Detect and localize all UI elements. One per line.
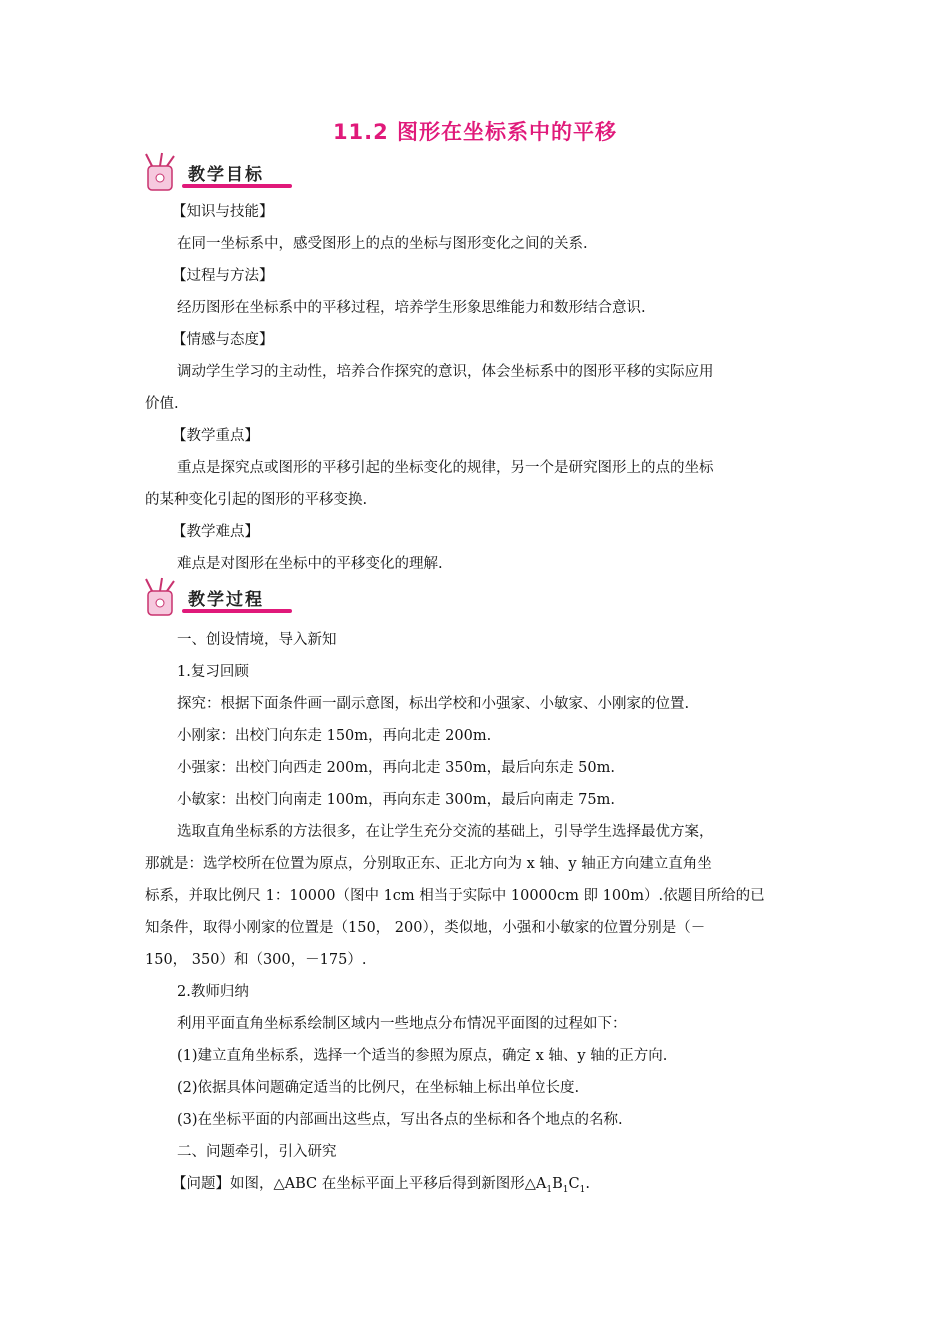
paragraph: 小强家：出校门向西走 200m，再向北走 350m，最后向东走 50m. (177, 760, 615, 776)
paragraph: 知条件，取得小刚家的位置是（150， 200），类似地，小强和小敏家的位置分别是（－ (145, 920, 706, 936)
paragraph: 的某种变化引起的图形的平移变换. (145, 492, 368, 508)
pencil-cup-icon (142, 152, 186, 194)
section-title-objectives: 教学目标 (188, 165, 264, 185)
subheading: 1.复习回顾 (177, 664, 249, 680)
paragraph: 难点是对图形在坐标中的平移变化的理解. (177, 556, 443, 572)
heading-process: 【过程与方法】 (172, 268, 274, 284)
list-item: (3)在坐标平面的内部画出这些点，写出各点的坐标和各个地点的名称. (177, 1112, 623, 1128)
section-heading: 一、创设情境，导入新知 (177, 632, 337, 648)
paragraph: 那就是：选学校所在位置为原点，分别取正东、正北方向为 x 轴、y 轴正方向建立直角坐 (145, 856, 712, 872)
paragraph: 小敏家：出校门向南走 100m，再向东走 300m，最后向南走 75m. (177, 792, 615, 808)
paragraph: 调动学生学习的主动性，培养合作探究的意识，体会坐标系中的图形平移的实际应用 (177, 364, 714, 380)
list-item: (1)建立直角坐标系，选择一个适当的参照为原点，确定 x 轴、y 轴的正方向. (177, 1048, 668, 1064)
paragraph: 价值. (145, 396, 179, 412)
subheading: 2.教师归纳 (177, 984, 249, 1000)
list-item: (2)依据具体问题确定适当的比例尺，在坐标轴上标出单位长度. (177, 1080, 580, 1096)
paragraph: 150， 350）和（300，－175）. (145, 952, 367, 968)
section-badge-objectives (142, 152, 292, 194)
pencil-cup-icon (142, 577, 186, 619)
paragraph: 标系，并取比例尺 1：10000（图中 1cm 相当于实际中 10000cm 即 100m）.依题目所给的已 (145, 888, 765, 904)
heading-attitude: 【情感与态度】 (172, 332, 274, 348)
paragraph: 小刚家：出校门向东走 150m，再向北走 200m. (177, 728, 492, 744)
question-line: 【问题】如图，△ABC 在坐标平面上平移后得到新图形$\triangle A_1B_1C_1$. (172, 1176, 590, 1195)
paragraph: 利用平面直角坐标系绘制区域内一些地点分布情况平面图的过程如下： (177, 1016, 627, 1032)
paragraph: 在同一坐标系中，感受图形上的点的坐标与图形变化之间的关系. (177, 236, 588, 252)
section-title-process: 教学过程 (188, 590, 264, 610)
paragraph: 重点是探究点或图形的平移引起的坐标变化的规律，另一个是研究图形上的点的坐标 (177, 460, 714, 476)
page-title: 11.2 图形在坐标系中的平移 (332, 120, 618, 144)
paragraph: 经历图形在坐标系中的平移过程，培养学生形象思维能力和数形结合意识. (177, 300, 646, 316)
section-heading: 二、问题牵引，引入研究 (177, 1144, 337, 1160)
heading-difficulty: 【教学难点】 (172, 524, 259, 540)
paragraph: 探究：根据下面条件画一副示意图，标出学校和小强家、小敏家、小刚家的位置. (177, 696, 690, 712)
heading-focus: 【教学重点】 (172, 428, 259, 444)
heading-knowledge: 【知识与技能】 (172, 204, 274, 220)
section-badge-process (142, 577, 292, 619)
paragraph: 选取直角坐标系的方法很多，在让学生充分交流的基础上，引导学生选择最优方案， (177, 824, 714, 840)
